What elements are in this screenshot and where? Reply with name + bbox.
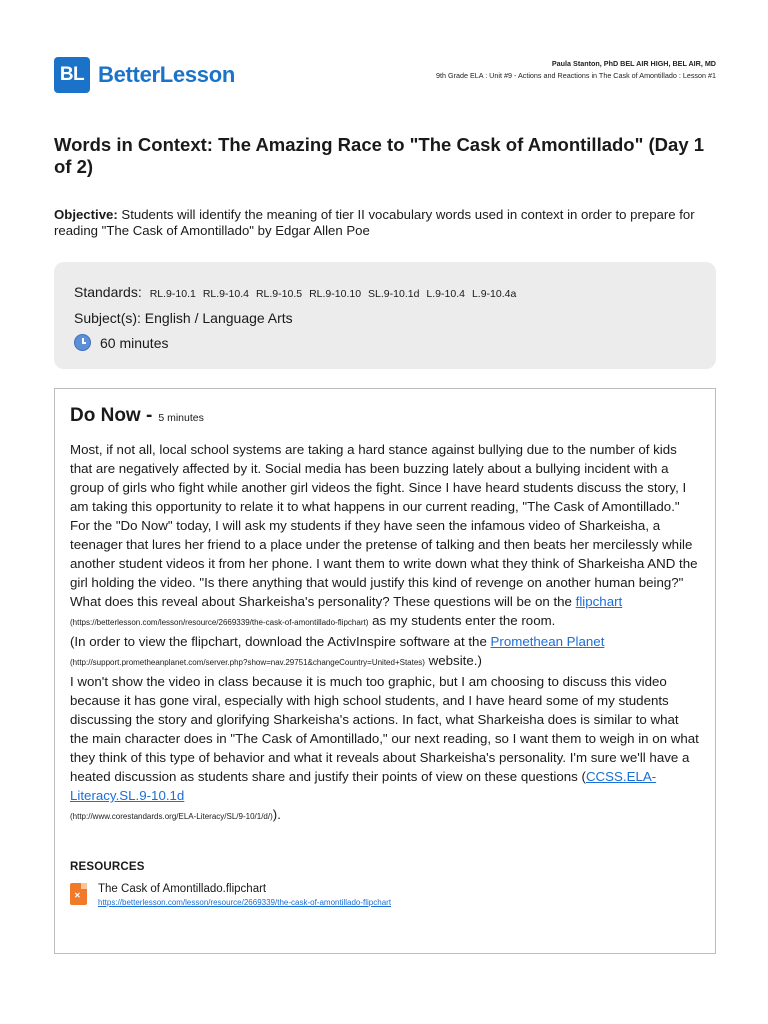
url-text: (https://betterlesson.com/lesson/resource/2669339/the-cask-of-amontillado-flipchart) [70, 618, 369, 627]
section-title: Do Now - [70, 405, 153, 426]
paragraph: For the "Do Now" today, I will ask my students if they have seen the infamous video of Sharkeisha, a teenager that lures her friend to a place under the pretense of talking and then beats her mercilessly while another student videos it from her phone. I want them to write down what they think of Sharkeisha AND the girl holding the video. "Is there anything that would justify this kind of revenge on another human being?" What does this reveal about Sharkeisha's personality? These questions will be on the flipchart (https://betterlesson.com/lesson/resource/2669339/the-cask-of-amontillado-flipchart) as my students enter the room. [70, 518, 698, 628]
resource-item[interactable] [70, 882, 715, 907]
section-header [70, 405, 715, 427]
duration: 60 minutes [100, 334, 169, 351]
standard-code[interactable]: L.9-10.4 [426, 288, 465, 300]
standard-code[interactable]: L.9-10.4a [471, 288, 517, 300]
clock-icon [74, 334, 91, 351]
paragraph: I won't show the video in class because it is much too graphic, but I am choosing to discuss this video because it has gone viral, especially with high school students, and I have heard some of my students discussing the story and glorifying Sharkeisha's actions. In fact, what Sharkeisha does is similar to what the main character does in "The Cask of Amontillado," our next reading, so I want them to weigh in on what they think of this type of behavior and what it reveals about Sharkeisha's personality. I'm sure we'll have a heated discussion as students share and justify their points of view on these questions (CCSS.ELA-Literacy.SL.9-10.1d (http://www.corestandards.org/ELA-Literacy/SL/9-10/1/d/)). [70, 674, 699, 822]
objective-text: Students will identify the meaning of tier II vocabulary words used in context in order to prepare for reading "The Cask of Amontillado" by Edgar Allen Poe [54, 207, 695, 238]
author-line: Paula Stanton, PhD BEL AIR HIGH, BEL AIR, MD [551, 59, 716, 68]
logo-badge: BL [54, 57, 90, 93]
paragraph: (In order to view the flipchart, download the ActivInspire software at the Promethean Planet (http://support.prometheanplanet.com/server.php?show=nav.29751&changeCountry=United+States) website.) [70, 634, 605, 668]
objective [54, 207, 719, 239]
standard-code[interactable]: RL.9-10.10 [309, 288, 362, 300]
standards-label: Standards: [74, 284, 142, 300]
ccss-link[interactable]: CCSS.ELA-Literacy.SL.9-10.1d [70, 769, 657, 803]
standard-code[interactable]: RL.9-10.1 [149, 288, 196, 300]
standards-panel [54, 262, 716, 369]
resource-link[interactable]: https://betterlesson.com/lesson/resource/2669339/the-cask-of-amontillado-flipchart [98, 898, 392, 907]
standard-code[interactable]: RL.9-10.5 [255, 288, 303, 300]
section-time: 5 minutes [158, 412, 204, 424]
resource-name: The Cask of Amontillado.flipchart [98, 883, 267, 895]
do-now-section [54, 388, 716, 954]
lesson-title: Words in Context: The Amazing Race to "The Cask of Amontillado" (Day 1 of 2) [54, 134, 705, 177]
logo-text: BetterLesson [98, 62, 235, 87]
subjects: Subject(s): English / Language Arts [74, 310, 293, 326]
course-line: 9th Grade ELA : Unit #9 - Actions and Reactions in The Cask of Amontillado : Lesson #1 [436, 71, 716, 80]
section-body [70, 440, 700, 826]
flipchart-file-icon: ✕ [70, 883, 87, 905]
betterlesson-logo[interactable] [54, 57, 235, 93]
duration-row [74, 334, 716, 351]
standard-code[interactable]: SL.9-10.1d [368, 288, 420, 300]
standard-code[interactable]: RL.9-10.4 [202, 288, 249, 300]
lesson-meta [436, 58, 716, 82]
objective-label: Objective: [54, 207, 118, 222]
resources-label: RESOURCES [70, 861, 145, 873]
paragraph: Most, if not all, local school systems are taking a hard stance against bullying due to the number of kids that are negatively affected by it. Social media has been buzzing lately about a bullying incident with a group of girls who fight while another girl videos the fight. Since I have heard students discuss the story, I am taking this opportunity to relate it to what happens in our current reading, "The Cask of Amontillado." [70, 442, 687, 514]
promethean-planet-link[interactable]: Promethean Planet [490, 634, 605, 649]
standards-row [74, 282, 716, 304]
url-text: (http://www.corestandards.org/ELA-Literacy/SL/9-10/1/d/) [70, 812, 273, 821]
url-text: (http://support.prometheanplanet.com/server.php?show=nav.29751&changeCountry=United+States) [70, 658, 425, 667]
flipchart-link[interactable]: flipchart [575, 594, 623, 609]
